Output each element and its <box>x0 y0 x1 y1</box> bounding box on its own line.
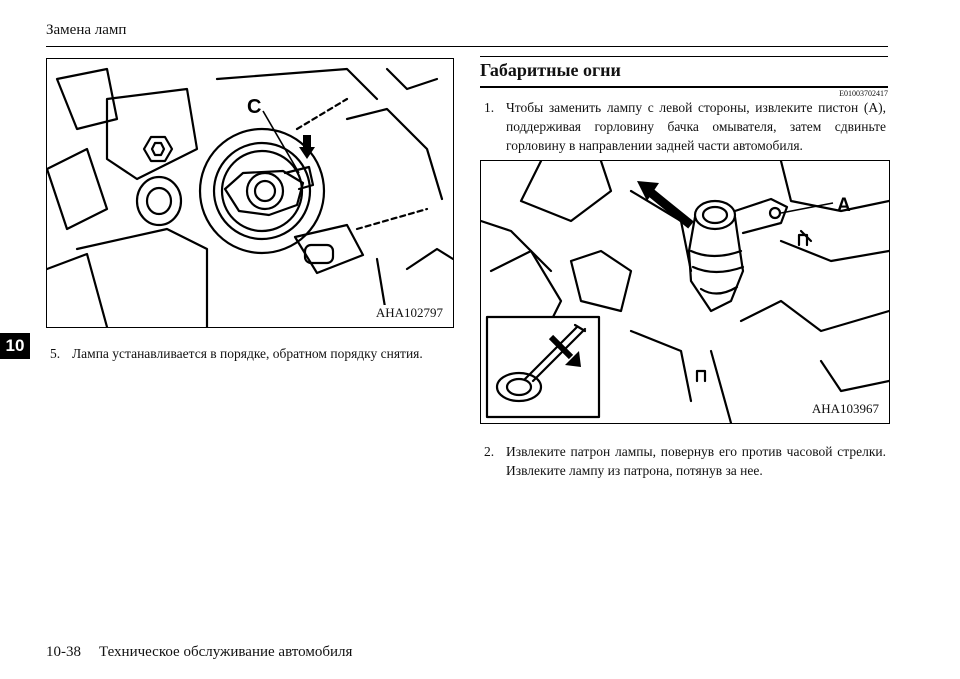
header-rule <box>46 46 888 47</box>
step-number: 2. <box>484 444 495 459</box>
figure-washer-neck <box>480 160 890 424</box>
section-title: Габаритные огни <box>480 60 621 80</box>
step-text: Лампа устанавливается в порядке, обратном порядку снятия. <box>72 346 423 361</box>
step-2 <box>484 442 886 480</box>
section-rule-top <box>480 56 888 57</box>
callout-c: C <box>247 96 262 118</box>
page-number: 10-38 <box>46 644 81 660</box>
step-5 <box>50 344 460 363</box>
step-text: Извлеките патрон лампы, повернув его против часовой стрелки. Извлеките лампу из патрона, потянув за нее. <box>506 444 886 478</box>
running-head: Замена ламп <box>46 22 127 38</box>
footer-title: Техническое обслуживание автомобиля <box>99 644 353 660</box>
step-text: Чтобы заменить лампу с левой стороны, извлеките пистон (A), поддерживая горловину бачка омывателя, затем сдвиньте горловину в направлении задней части автомобиля. <box>506 100 886 153</box>
callout-a: A <box>837 195 851 216</box>
doc-code: E01003702417 <box>839 89 888 98</box>
step-number: 1. <box>484 100 495 115</box>
figure-lamp-socket <box>46 58 454 328</box>
step-1 <box>484 98 886 155</box>
footer <box>46 644 352 661</box>
figure-code: AHA103967 <box>811 401 879 416</box>
figure-code: AHA102797 <box>375 305 443 320</box>
lamp-socket-illustration <box>47 59 453 327</box>
section-rule <box>480 86 888 88</box>
step-number: 5. <box>50 346 61 361</box>
washer-neck-illustration <box>481 161 889 423</box>
chapter-tab: 10 <box>0 333 30 359</box>
